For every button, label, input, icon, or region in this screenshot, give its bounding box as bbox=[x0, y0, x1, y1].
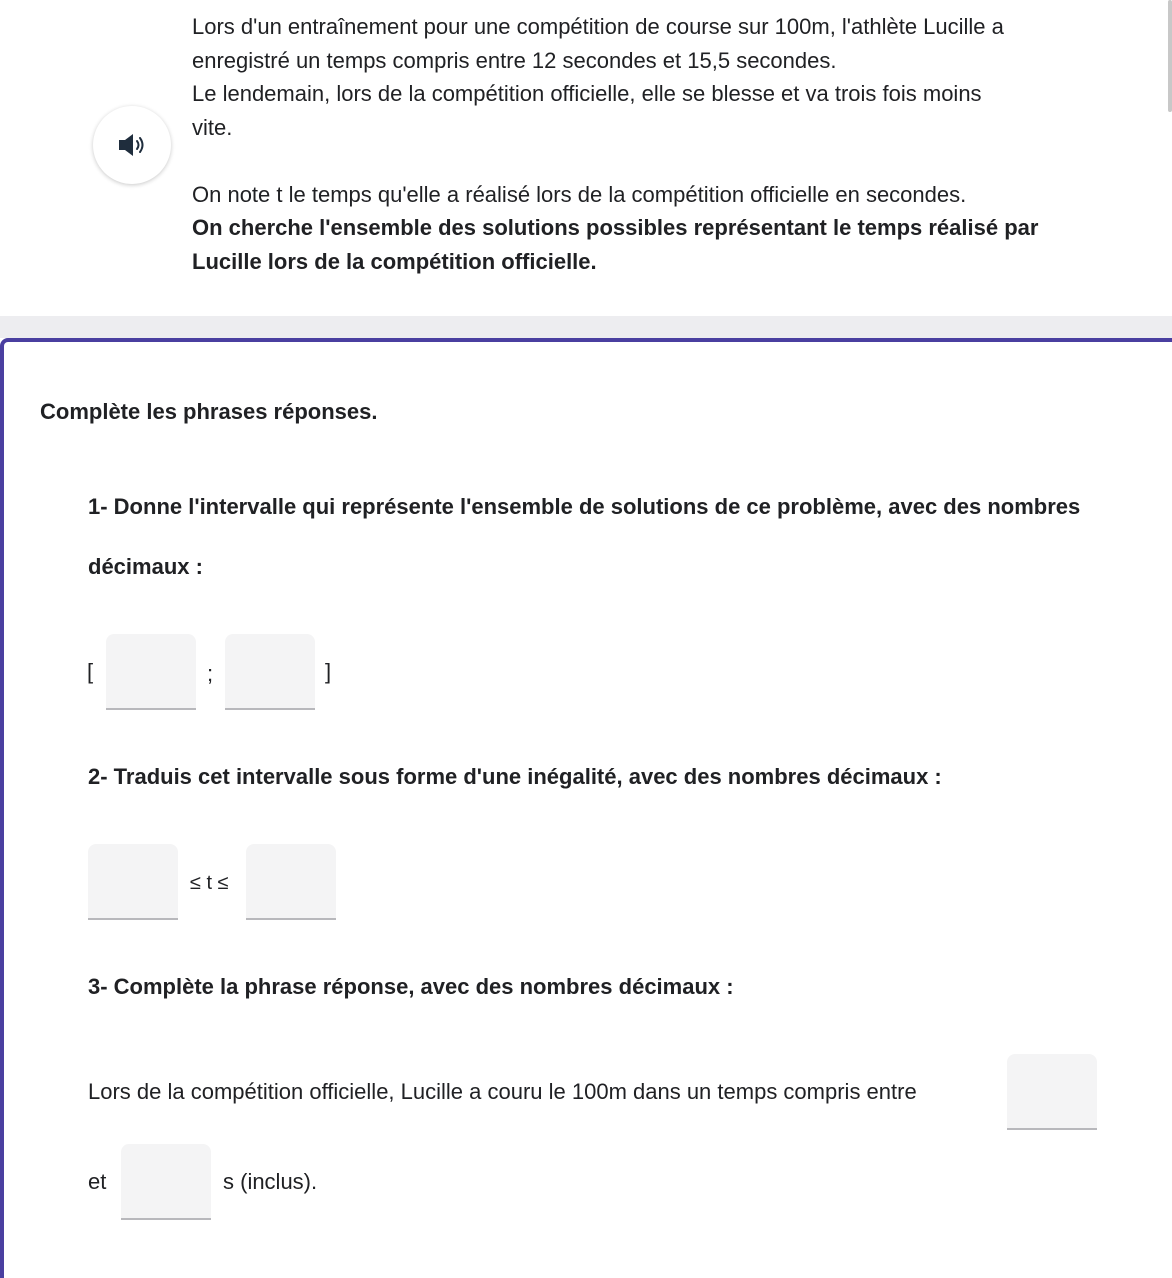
question-3-title: 3- Complète la phrase réponse, avec des nombres décimaux : bbox=[88, 974, 734, 999]
answer-card bbox=[0, 338, 1172, 1278]
answer-sentence-start: Lors de la compétition officielle, Lucille a couru le 100m dans un temps compris entre bbox=[88, 1079, 917, 1104]
speaker-icon bbox=[117, 132, 147, 158]
scrollbar-edge[interactable] bbox=[1168, 0, 1172, 112]
section-divider bbox=[0, 316, 1172, 338]
question-1-title-cont: décimaux : bbox=[88, 554, 203, 579]
interval-separator: ; bbox=[207, 661, 214, 686]
interval-high-input[interactable] bbox=[225, 634, 315, 710]
inequality-low-input[interactable] bbox=[88, 844, 178, 920]
instruction-text: Complète les phrases réponses. bbox=[40, 399, 378, 424]
problem-statement-panel bbox=[0, 0, 1172, 316]
statement-line: On note t le temps qu'elle a réalisé lors de la compétition officielle en secondes. bbox=[192, 181, 967, 207]
answer-sentence-end: s (inclus). bbox=[223, 1169, 318, 1194]
audio-play-button[interactable] bbox=[93, 106, 171, 184]
statement-line: Lors d'un entraînement pour une compétition de course sur 100m, l'athlète Lucille a bbox=[192, 14, 1004, 39]
problem-statement bbox=[192, 10, 1092, 278]
question-2-title: 2- Traduis cet intervalle sous forme d'une inégalité, avec des nombres décimaux : bbox=[88, 764, 942, 789]
statement-line: vite. bbox=[192, 114, 233, 140]
statement-line: Le lendemain, lors de la compétition officielle, elle se blesse et va trois fois moins bbox=[192, 81, 982, 106]
statement-line: enregistré un temps compris entre 12 secondes et 15,5 secondes. bbox=[192, 47, 837, 73]
inequality-symbol: ≤ t ≤ bbox=[190, 872, 229, 894]
statement-question: Lucille lors de la compétition officielle. bbox=[192, 248, 597, 274]
interval-low-input[interactable] bbox=[106, 634, 196, 710]
close-bracket: ] bbox=[325, 659, 332, 684]
open-bracket: [ bbox=[87, 659, 94, 684]
answer-word-et: et bbox=[88, 1169, 107, 1194]
sentence-low-input[interactable] bbox=[1007, 1054, 1097, 1130]
question-1-title: 1- Donne l'intervalle qui représente l'ensemble de solutions de ce problème, avec des nombres bbox=[88, 494, 1081, 519]
inequality-high-input[interactable] bbox=[246, 844, 336, 920]
statement-question: On cherche l'ensemble des solutions possibles représentant le temps réalisé par bbox=[192, 215, 1039, 240]
sentence-high-input[interactable] bbox=[121, 1144, 211, 1220]
